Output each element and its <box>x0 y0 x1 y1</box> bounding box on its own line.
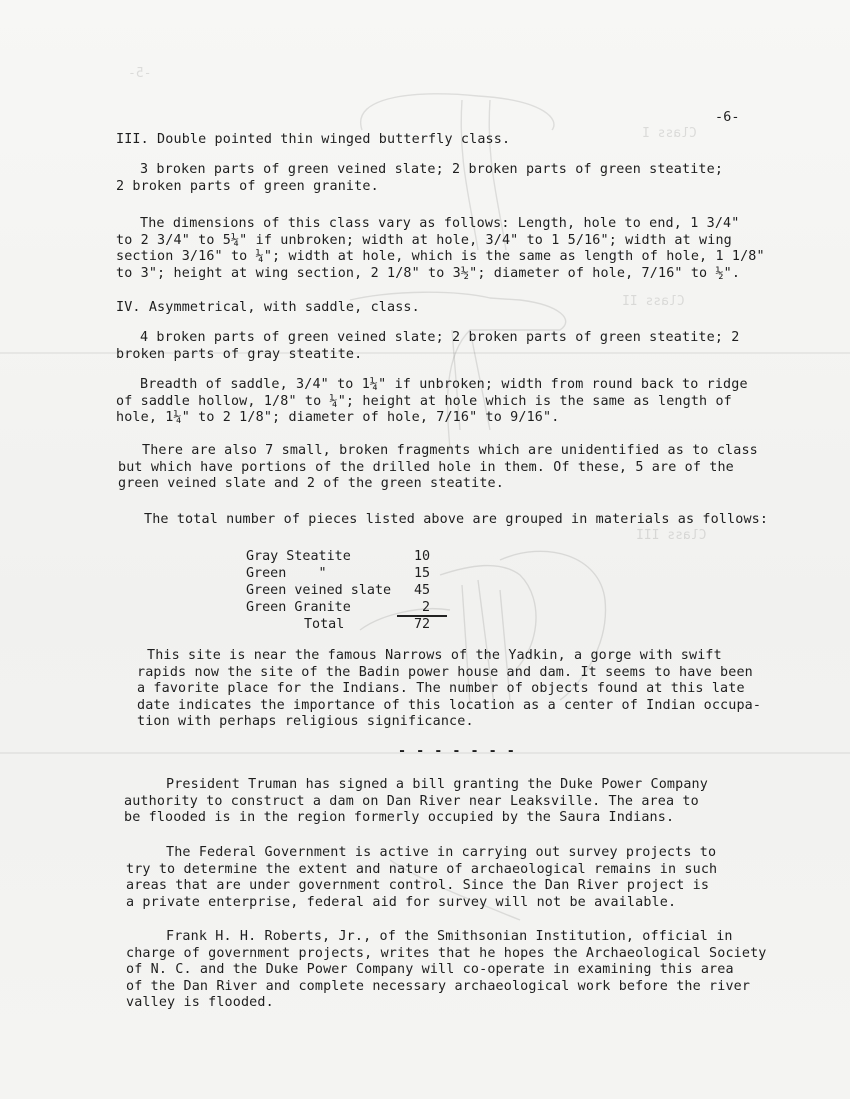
text-line: green veined slate and 2 of the green steatite. <box>118 476 504 491</box>
text-line: be flooded is in the region formerly occupied by the Saura Indians. <box>124 810 675 825</box>
text-line: broken parts of gray steatite. <box>116 346 363 362</box>
material-name: Green Granite <box>246 600 351 615</box>
truman-paragraph <box>124 777 708 827</box>
text-line: date indicates the importance of this location as a center of Indian occupa- <box>137 697 762 713</box>
text-line: 4 broken parts of green veined slate; 2 broken parts of green steatite; 2 <box>140 330 740 345</box>
text-line: The dimensions of this class vary as follows: Length, hole to end, 1 3/4" <box>140 216 740 231</box>
site-paragraph <box>137 648 761 731</box>
bleed-through-class-label: Class III <box>636 528 707 543</box>
text-line: 3 broken parts of green veined slate; 2 broken parts of green steatite; <box>140 162 724 177</box>
text-line: rapids now the site of the Badin power house and dam. It seems to have been <box>137 664 753 680</box>
text-line: Breadth of saddle, 3/4" to 1¼" if unbroken; width from round back to ridge <box>140 377 748 392</box>
fragments-paragraph <box>118 443 758 493</box>
text-line: hole, 1¼" to 2 1/8"; diameter of hole, 7/16" to 9/16". <box>116 410 560 425</box>
text-line: section 3/16" to ¼"; width at hole, which is the same as length of hole, 1 1/8" <box>116 249 765 264</box>
section-iii-dimensions <box>116 216 765 282</box>
bleed-through-page-number: -5- <box>128 66 152 81</box>
text-line: but which have portions of the drilled hole in them. Of these, 5 are of the <box>118 459 734 475</box>
bleed-through-class-label: Class II <box>622 294 685 309</box>
text-line: tion with perhaps religious significance. <box>137 714 474 729</box>
material-count: 10 <box>414 549 431 564</box>
materials-table <box>246 548 456 633</box>
text-line: There are also 7 small, broken fragments which are unidentified as to class <box>142 443 758 458</box>
section-heading-class-iv: IV. Asymmetrical, with saddle, class. <box>116 300 420 315</box>
section-iii-pieces <box>116 162 723 195</box>
section-separator: - - - - - - - <box>398 744 516 759</box>
text-line: valley is flooded. <box>126 995 274 1010</box>
text-line: President Truman has signed a bill granting the Duke Power Company <box>166 777 708 792</box>
text-line: This site is near the famous Narrows of the Yadkin, a gorge with swift <box>147 648 722 663</box>
bleed-through-class-label: Class I <box>642 126 697 141</box>
material-count: 2 <box>421 600 430 615</box>
text-line: a favorite place for the Indians. The number of objects found at this late <box>137 681 745 696</box>
text-line: a private enterprise, federal aid for survey will not be available. <box>126 894 677 910</box>
text-line: to 2 3/4" to 5¼" if unbroken; width at hole, 3/4" to 1 5/16"; width at wing <box>116 232 732 248</box>
table-row <box>246 565 456 582</box>
text-line: of saddle hollow, 1/8" to ¼"; height at hole which is the same as length of <box>116 393 732 409</box>
text-line: to 3"; height at wing section, 2 1/8" to 3½"; diameter of hole, 7/16" to ½". <box>116 265 741 281</box>
total-count: 72 <box>414 617 431 632</box>
federal-paragraph <box>126 845 717 911</box>
page-number: -6- <box>715 110 740 125</box>
material-count: 15 <box>414 566 431 581</box>
table-row <box>246 548 456 565</box>
text-line: of N. C. and the Duke Power Company will co-operate in examining this area <box>126 962 734 977</box>
text-line: The Federal Government is active in carrying out survey projects to <box>166 845 717 860</box>
section-heading-class-iii: III. Double pointed thin winged butterfly class. <box>116 132 511 147</box>
table-row <box>246 582 456 599</box>
text-line: of the Dan River and complete necessary archaeological work before the river <box>126 978 751 994</box>
section-iv-dimensions <box>116 377 748 427</box>
table-total-row <box>246 616 456 633</box>
total-label: Total <box>304 617 345 632</box>
material-name: Green " <box>246 566 327 581</box>
text-line: authority to construct a dam on Dan River near Leaksville. The area to <box>124 793 699 809</box>
materials-intro: The total number of pieces listed above are grouped in materials as follows: <box>144 512 769 527</box>
text-line: try to determine the extent and nature of archaeological remains in such <box>126 861 718 877</box>
material-name: Gray Steatite <box>246 549 351 564</box>
roberts-paragraph <box>126 929 767 1012</box>
text-line: areas that are under government control. Since the Dan River project is <box>126 878 710 893</box>
material-name: Green veined slate <box>246 583 392 598</box>
table-row <box>246 599 456 616</box>
section-iv-pieces <box>116 330 739 363</box>
text-line: Frank H. H. Roberts, Jr., of the Smithsonian Institution, official in <box>166 929 733 944</box>
text-line: charge of government projects, writes that he hopes the Archaeological Society <box>126 945 767 961</box>
material-count: 45 <box>414 583 431 598</box>
text-line: 2 broken parts of green granite. <box>116 178 379 194</box>
